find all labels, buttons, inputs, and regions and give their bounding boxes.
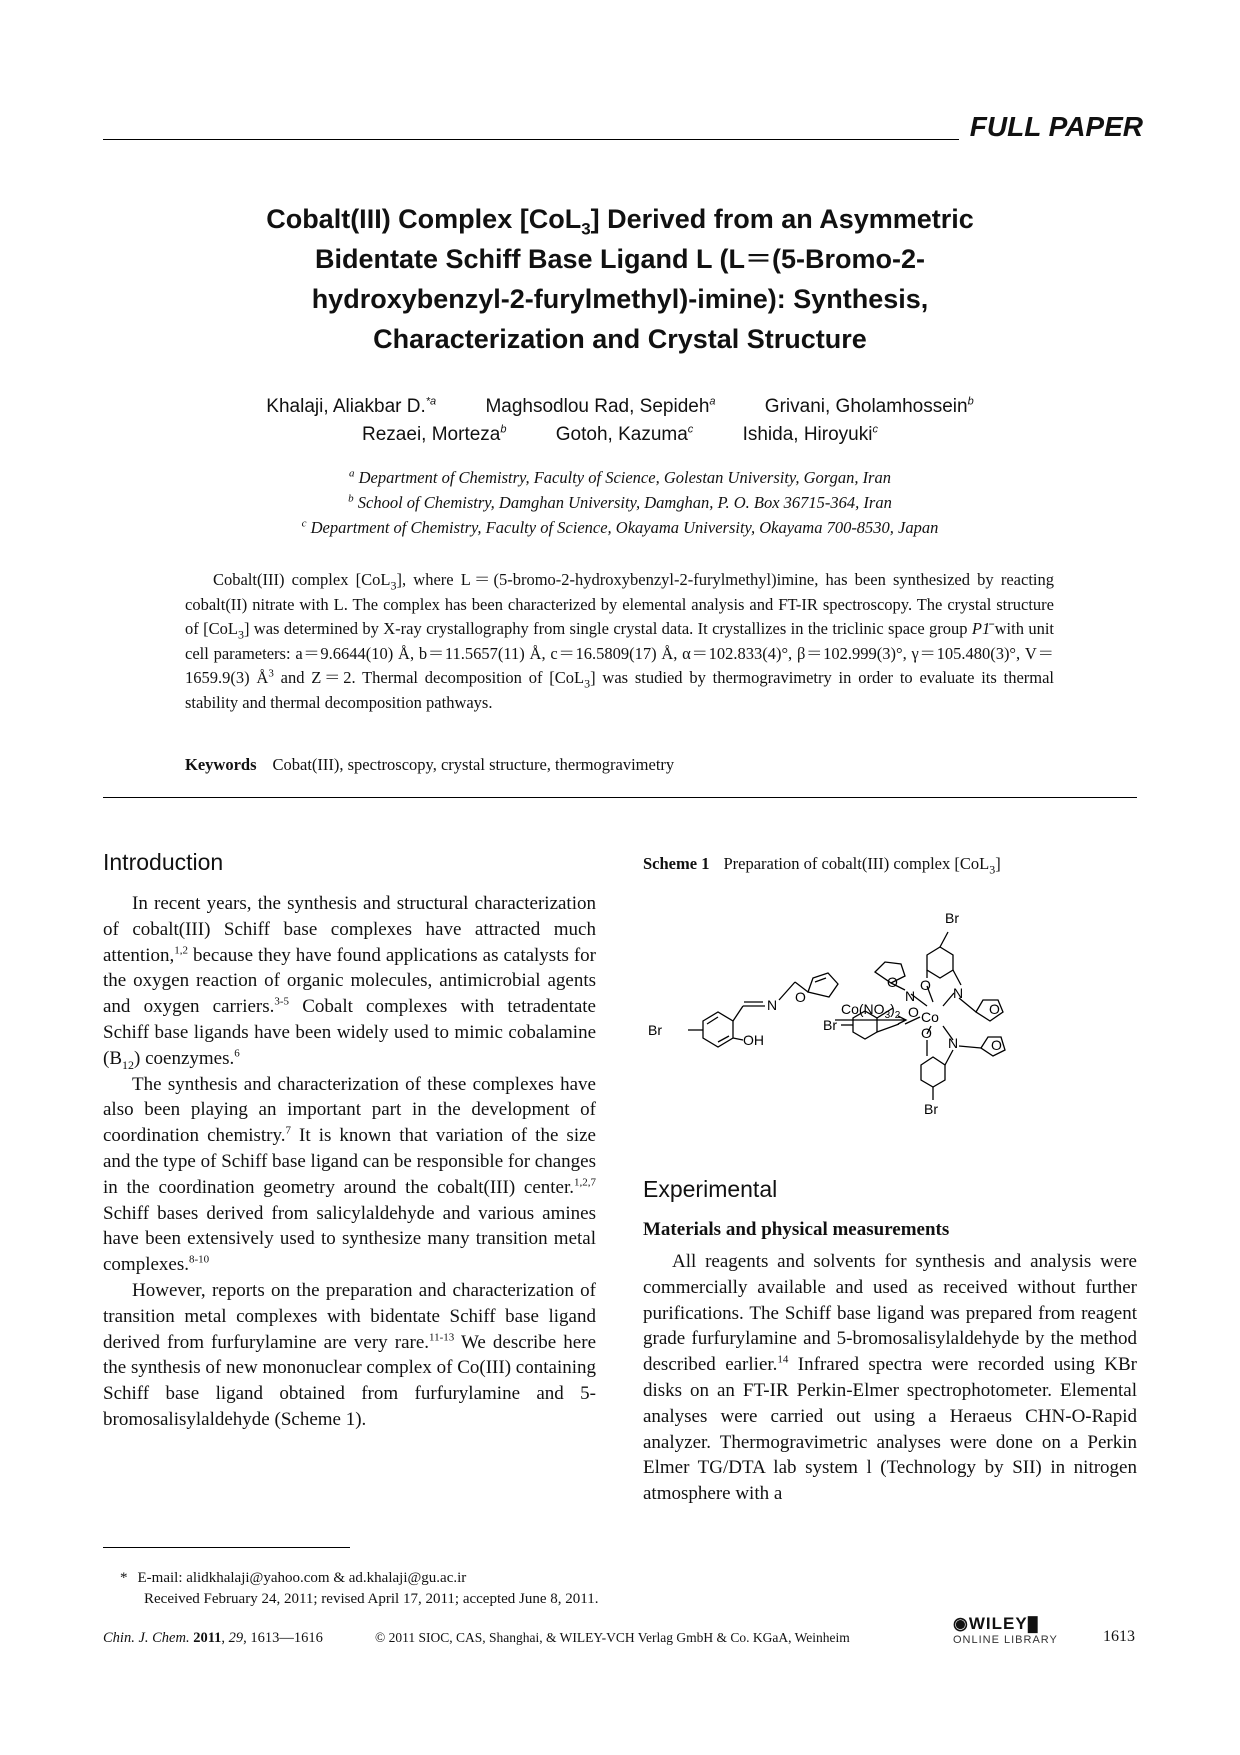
experimental-heading: Experimental — [643, 1176, 778, 1202]
svg-text:O: O — [991, 1037, 1002, 1053]
svg-text:Br: Br — [648, 1022, 662, 1038]
affiliation: $^b$ School of Chemistry, Damghan University, Damghan, P. O. Box 36715-364, Iran — [348, 492, 892, 512]
author: Ishida, Hiroyuki$^c$ — [742, 423, 878, 445]
footnote-rule — [103, 1547, 350, 1548]
footnote: * E-mail: alidkhalaji@yahoo.com & ad.khalaji@gu.ac.ir Received February 24, 2011; revised April 17, 2011; accepted June 8, 2011. — [120, 1570, 599, 1607]
svg-text:Co: Co — [921, 1009, 939, 1025]
copyright-notice: © 2011 SIOC, CAS, Shanghai, & WILEY-VCH Verlag GmbH & Co. KGaA, Weinheim — [375, 1630, 850, 1645]
svg-text:N: N — [948, 1035, 959, 1051]
author: Gotoh, Kazuma$^c$ — [555, 423, 694, 445]
experimental-subheading: Materials and physical measurements — [643, 1219, 950, 1240]
svg-text:O: O — [908, 1004, 919, 1020]
introduction-heading: Introduction — [103, 849, 224, 875]
author: Rezaei, Morteza$^b$ — [362, 423, 507, 445]
scheme-atom-labels — [648, 910, 1002, 1117]
affiliation: $^a$ Department of Chemistry, Faculty of Science, Golestan University, Gorgan, Iran — [349, 467, 891, 487]
page-number: 1613 — [1103, 1628, 1135, 1645]
affiliation: $^c$ Department of Chemistry, Faculty of Science, Okayama University, Okayama 700-8530, Japan — [301, 517, 939, 537]
paragraph: In recent years, the synthesis and structural characterization of cobalt(III) Schiff base complexes have attracted much attention,$^{1,2}$ because they have found applications as catalysts for the oxygen reaction of organic molecules, antimicrobial agents and oxygen carriers.$^{3-5}$ Cobalt complexes with tetradentate Schiff base ligands have been widely used to mimic cobalamine $(B_{12})$ coenzymes.$^6$ — [103, 893, 596, 1072]
author: Maghsodlou Rad, Sepideh$^a$ — [485, 395, 716, 417]
reaction-scheme — [643, 890, 1143, 1135]
svg-text:Br: Br — [823, 1017, 837, 1033]
svg-text:O: O — [795, 989, 806, 1005]
introduction-body — [103, 891, 596, 1433]
svg-text:N: N — [905, 988, 916, 1004]
svg-text:O: O — [989, 1001, 1000, 1017]
svg-text:N: N — [953, 985, 964, 1001]
svg-text:Br: Br — [924, 1101, 938, 1117]
abstract: Cobalt(III) complex [CoL$_3$], where L＝(5-bromo-2-hydroxybenzyl-2-furylmethyl)imine, has been synthesized by reacting cobalt(II) nitrate with L. The complex has been characterized by elemental analysis and FT-IR spectroscopy. The crystal structure of [CoL$_3$] was determined by X-ray crystallography from single crystal data. It crystallizes in the triclinic space group P1̄ with unit cell parameters: a＝9.6644(10) Å, b＝11.5657(11) Å, c＝16.5809(17) Å, α＝102.833(4)°, β＝102.999(3)°, γ＝105.480(3)°, V＝1659.9(3) $Å^3$ and Z＝2. Thermal decomposition of [CoL$_3$] was studied by thermogravimetry in order to evaluate its thermal stability and thermal decomposition pathways. — [185, 570, 1054, 712]
author: Khalaji, Aliakbar D.$^{*a}$ — [266, 395, 437, 417]
paper-title: Cobalt(III) Complex [CoL$_3$] Derived from an Asymmetric Bidentate Schiff Base Ligand L (L＝(5-Bromo-2- hydroxybenzyl-2-furylmethyl)-imine): Synthesis, Characterization and Crystal Structure — [266, 204, 974, 354]
paragraph: All reagents and solvents for synthesis and analysis were commercially available and used as received without further purifications. The Schiff base ligand was prepared from reagent grade furfurylamine and 5-bromosalisylaldehyde by the method described earlier.$^{14}$ Infrared spectra were recorded using KBr disks on an FT-IR Perkin-Elmer spectrophotometer. Elemental analyses were carried out using a Heraeus CHN-O-Rapid analyzer. Thermogravimetric analyses were done on a Perkin Elmer TG/DTA lab system l (Technology by SII) in nitrogen atmosphere with a — [643, 1251, 1137, 1505]
book-icon: █ — [1027, 1616, 1039, 1632]
keywords: Keywords Cobat(III), spectroscopy, crystal structure, thermogravimetry — [185, 755, 675, 774]
author-list — [160, 393, 1080, 449]
svg-text:Br: Br — [945, 910, 959, 926]
journal-citation: Chin. J. Chem. 2011, 29, 1613—1616 — [103, 1630, 323, 1646]
svg-text:OH: OH — [743, 1032, 764, 1048]
scheme-caption: Scheme 1 Preparation of cobalt(III) complex [CoL$_3$] — [643, 854, 1001, 877]
section-divider — [103, 797, 1137, 798]
furan-ring — [808, 973, 838, 997]
affiliations — [160, 465, 1080, 540]
section-label: FULL PAPER — [969, 111, 1143, 142]
svg-text:O: O — [920, 977, 931, 993]
header-rule — [103, 139, 959, 140]
svg-text:O: O — [921, 1025, 932, 1041]
paragraph: The synthesis and characterization of these complexes have also been playing an important part in the development of coordination chemistry.$^7$ It is known that variation of the size and the type of Schiff base ligand can be responsible for changes in the coordination geometry around the cobalt(III) center.$^{1,2,7}$ Schiff bases derived from salicylaldehyde and various amines have been extensively used to synthesize many transition metal complexes.$^{8-10}$ — [103, 1073, 596, 1276]
wiley-logo: ◉WILEY█ ONLINE LIBRARY — [953, 1614, 1058, 1646]
wiley-mark-icon: ◉ — [953, 1614, 969, 1633]
paragraph: However, reports on the preparation and characterization of transition metal complexes with bidentate Schiff base ligand derived from furfurylamine are very rare.$^{11-13}$ We describe here the synthesis of new mononuclear complex of Co(III) containing Schiff base ligand obtained from furfurylamine and 5-bromosalisylaldehyde (Scheme 1). — [103, 1279, 596, 1430]
svg-text:N: N — [767, 997, 778, 1013]
experimental-body — [643, 1249, 1137, 1507]
reagent-label: $Co(NO_3)_2$ — [841, 1001, 901, 1021]
svg-text:O: O — [887, 974, 898, 990]
author: Grivani, Gholamhossein$^b$ — [764, 395, 974, 417]
